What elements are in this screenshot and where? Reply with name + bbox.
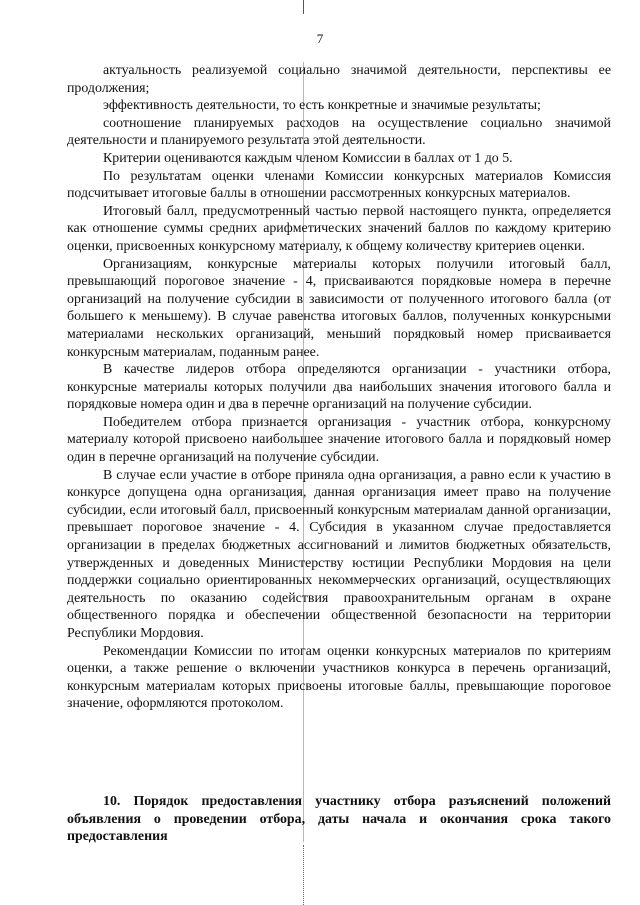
page-number: 7 — [316, 31, 324, 46]
section-heading: 10. Порядок предоставления участнику отбора разъяснений положений объявления о проведении отбора, даты начала и окончания срока такого предоставления — [67, 794, 611, 845]
paragraph: Организациям, конкурсные материалы которых получили итоговый балл, превышающий пороговое значение - 4, присваиваются порядковые номера в перечне организаций на получение субсидии в зависимости от полученного итогового балла (от большего к меньшему). В случае равенства итоговых баллов, полученных конкурсными материалами нескольких организаций, меньший порядковый номер присваивается конкурсным материалам, поданным ранее. — [67, 256, 611, 360]
paragraph: актуальность реализуемой социально значимой деятельности, перспективы ее продолжения; — [67, 63, 611, 96]
paragraph: Рекомендации Комиссии по итогам оценки конкурсных материалов по критериям оценки, а также решение о включении участников конкурса в перечень организаций, конкурсным материалам которых присвоены итоговые баллы, превышающие пороговое значение, оформляются протоколом. — [67, 643, 611, 712]
paragraph: Итоговый балл, предусмотренный частью первой настоящего пункта, определяется как отношение суммы средних арифметических значений баллов по каждому критерию оценки, присвоенных конкурсному материалу, к общему количеству критериев оценки. — [67, 203, 611, 254]
paragraph: Победителем отбора признается организация - участник отбора, конкурсному материалу которой присвоено наибольшее значение итогового балла и порядковый номер один в перечне организаций на получение субсидии. — [67, 414, 611, 466]
paragraph: соотношение планируемых расходов на осуществление социально значимой деятельности и планируемого результата этой деятельности. — [67, 115, 611, 149]
paragraph: Критерии оцениваются каждым членом Комиссии в баллах от 1 до 5. — [103, 150, 513, 166]
paragraph: В случае если участие в отборе приняла одна организация, а равно если к участию в конкурсе допущена одна организация, данная организация имеет право на получение субсидии, если итоговый балл, присвоенный конкурсным материалам данной организации, превышает пороговое значение - 4. Субсидия в указанном случае предоставляется организации в пределах бюджетных ассигнований и лимитов бюджетных обязательств, утвержденных и доведенных Министерству юстиции Республики Мордовия на цели поддержки социально ориентированных некоммерческих организаций, осуществляющих деятельность по оказанию содействия правоохранительным органам в охране общественного порядка и обеспечении общественной безопасности на территории Республики Мордовия. — [67, 467, 611, 641]
paragraph: В качестве лидеров отбора определяются организации - участники отбора, конкурсные материалы которых получили два наибольших значения итогового балла и порядковые номера один и два в перечне организаций на получение субсидии. — [67, 362, 611, 413]
fold-mark-bottom — [303, 845, 304, 905]
paragraph: По результатам оценки членами Комиссии конкурсных материалов Комиссия подсчитывает итоговые баллы в отношении рассмотренных конкурсных материалов. — [67, 168, 611, 202]
document-body — [67, 62, 611, 713]
fold-mark-top — [303, 0, 304, 14]
paragraph: эффективность деятельности, то есть конкретные и значимые результаты; — [103, 98, 541, 114]
